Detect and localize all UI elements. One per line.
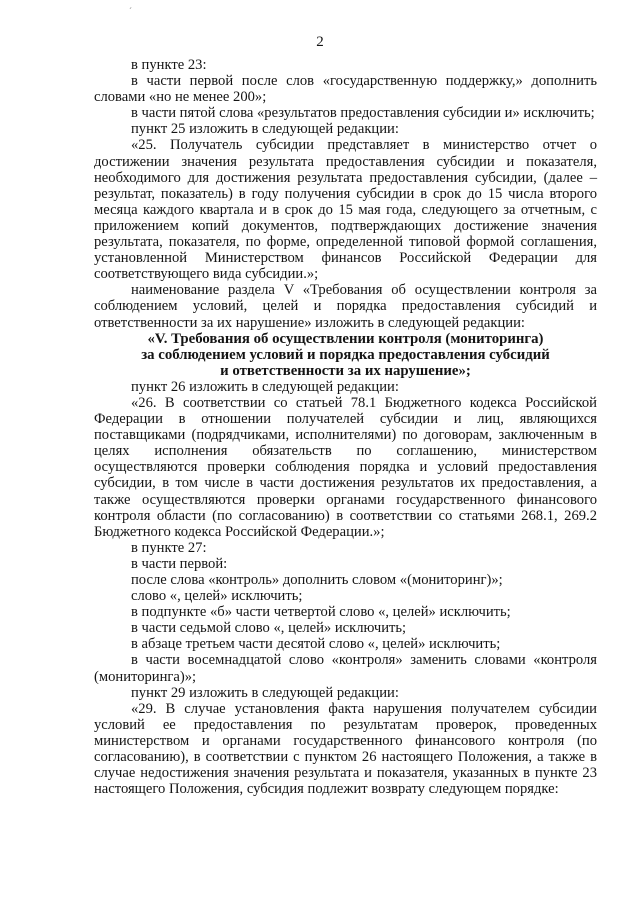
paragraph: в пункте 23:: [131, 57, 207, 73]
top-margin-mark: ˊ: [129, 6, 132, 16]
paragraph: пункт 29 изложить в следующей редакции:: [131, 684, 399, 701]
paragraph: слово «, целей» исключить;: [131, 588, 303, 605]
paragraph: «25. Получатель субсидии представляет в министерство отчет о достижении значения результата предоставления субсидии и показателя, необходимого для достижения результата предоставления субсидии, (далее – результат, показатель) в году получения субсидии в срок до 15 числа второго месяца каждого квартала и в срок до 15 мая года, следующего за отчетным, с приложением копий документов, подтверждающих достижение значения результата, показателя, по форме, определенной типовой формой соглашения, установленной Министерством финансов Российской Федерации для соответствующего вида субсидии.»;: [94, 137, 597, 283]
document-body: [94, 57, 597, 797]
section-heading-line: и ответственности за их нарушение»;: [220, 362, 471, 379]
paragraph: в части седьмой слово «, целей» исключить;: [131, 620, 407, 637]
paragraph: в абзаце третьем части десятой слово «, целей» исключить;: [131, 636, 501, 653]
paragraph: в части первой после слов «государственную поддержку,» дополнить словами «но не менее 200»;: [94, 73, 597, 106]
paragraph: в части восемнадцатой слово «контроля» заменить словами «контроля (мониторинга)»;: [94, 652, 597, 685]
paragraph: в подпункте «б» части четвертой слово «, целей» исключить;: [131, 604, 511, 621]
paragraph: пункт 26 изложить в следующей редакции:: [131, 378, 399, 395]
paragraph: «26. В соответствии со статьей 78.1 Бюджетного кодекса Российской Федерации в отношении получателей субсидии и лиц, являющихся поставщиками (подрядчиками, исполнителями) по договорам, заключенным в целях исполнения обязательств по соглашению, министерством осуществляются проверки соблюдения порядка и условий предоставления субсидии, в том числе в части достижения результатов их предоставления, а также осуществляются проверки органами государственного финансового контроля области (по согласованию) в соответствии со статьями 268.1, 269.2 Бюджетного кодекса Российской Федерации.»;: [94, 394, 597, 540]
section-heading-line: «V. Требования об осуществлении контроля (мониторинга): [147, 330, 544, 347]
section-heading-line: за соблюдением условий и порядка предоставления субсидий: [141, 346, 550, 363]
section-heading: [94, 331, 597, 379]
paragraph: наименование раздела V «Требования об осуществлении контроля за соблюдением условий, целей и порядка предоставления субсидий и ответственности за их нарушение» изложить в следующей редакции:: [94, 282, 597, 331]
paragraph: после слова «контроль» дополнить словом «(мониторинг)»;: [131, 572, 503, 588]
paragraph: в части первой:: [131, 555, 228, 572]
page-number: 2: [316, 34, 324, 50]
paragraph: в части пятой слова «результатов предоставления субсидии и» исключить;: [131, 105, 595, 122]
paragraph: «29. В случае установления факта нарушения получателем субсидии условий ее предоставления по результатам проверок, проведенных министерством и органами государственного финансового контроля (по согласованию), в соответствии с пунктом 26 настоящего Положения, а также в случае недостижения значения результата и показателя, указанных в пункте 23 настоящего Положения, субсидия подлежит возврату следующем порядке:: [94, 700, 597, 798]
paragraph: пункт 25 изложить в следующей редакции:: [131, 121, 399, 138]
paragraph: в пункте 27:: [131, 539, 207, 556]
